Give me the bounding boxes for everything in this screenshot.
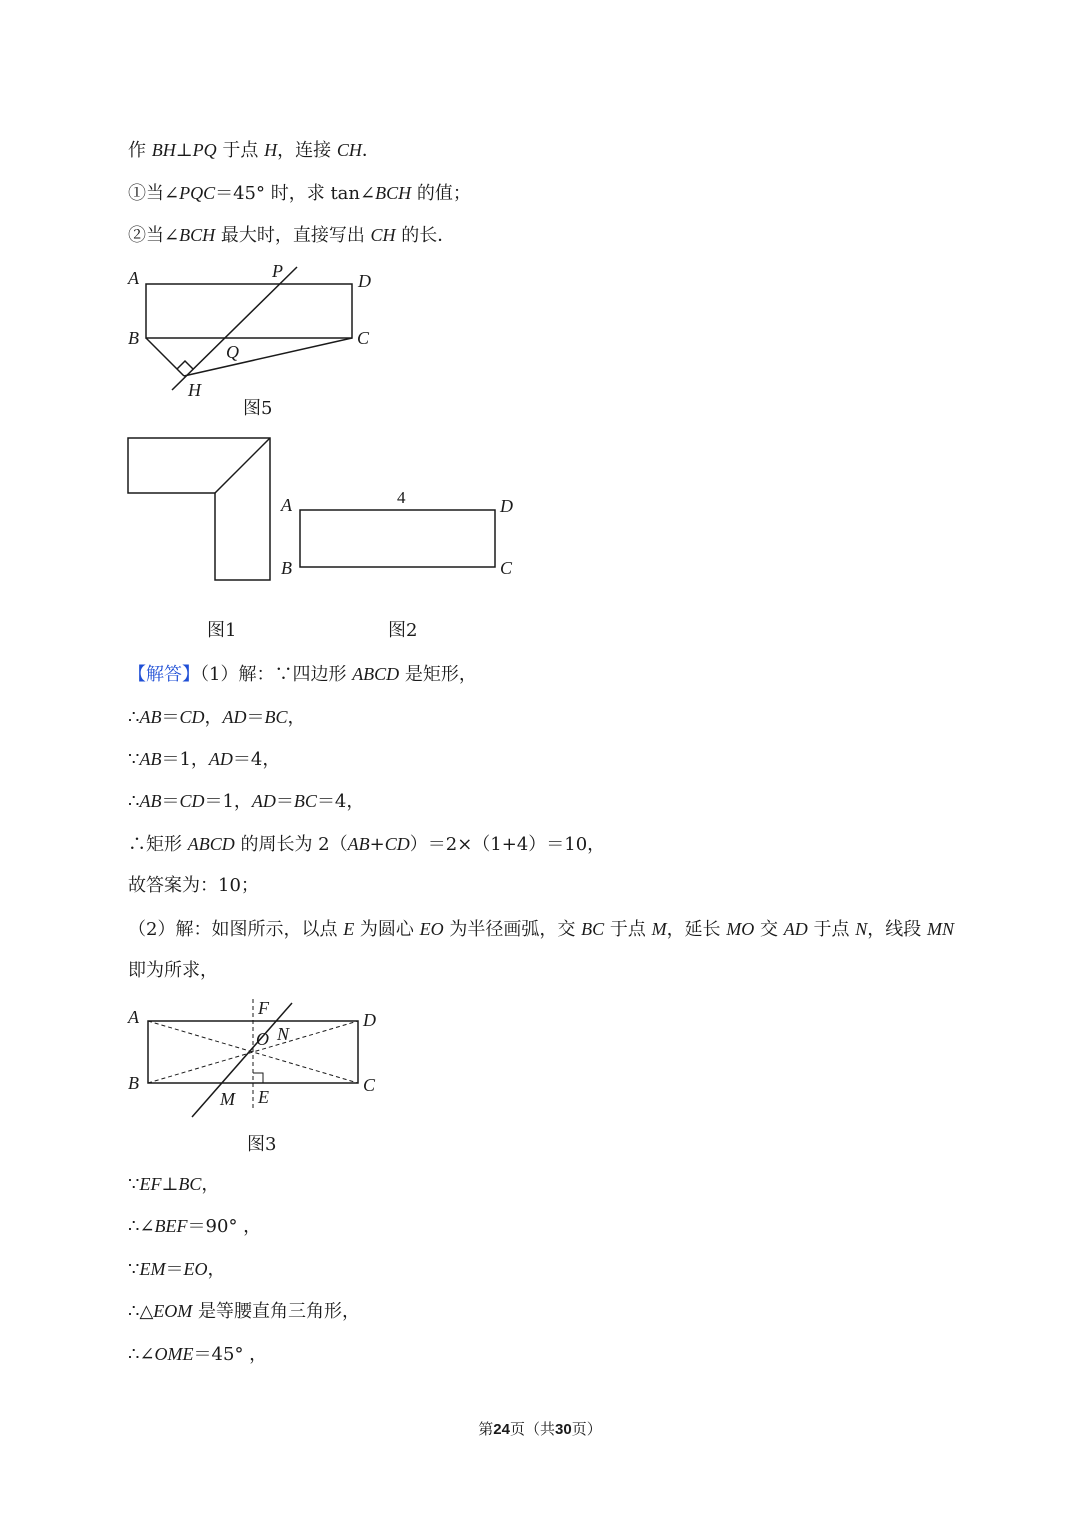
text-segment: 最大时，直接写出 <box>215 225 371 246</box>
fig3-label-b: B <box>128 1073 139 1093</box>
text-segment: ∴△ <box>128 1301 154 1322</box>
text-segment: 交 <box>754 919 784 940</box>
fig2-label-b: B <box>281 558 292 578</box>
figure-3 <box>120 995 390 1120</box>
fig5-label-c: C <box>357 328 370 348</box>
figure-1 <box>120 430 280 590</box>
fig3-label-d: D <box>363 1010 376 1030</box>
text-segment: ②当∠ <box>128 225 180 246</box>
text-segment: ∵ <box>128 749 140 770</box>
text-segment: ①当∠ <box>128 183 180 204</box>
math-variable: EO <box>419 919 444 939</box>
text-line-15 <box>128 1299 360 1324</box>
text-segment: （2）解：如图所示，以点 <box>128 919 344 940</box>
text-segment: ＝4， <box>316 791 365 812</box>
text-line-10 <box>128 917 954 942</box>
text-segment: ， <box>207 1259 226 1280</box>
fig3-label-e: E <box>258 1087 269 1107</box>
text-line-4 <box>128 662 477 687</box>
figure-3-caption: 图3 <box>247 1134 277 1155</box>
math-variable: EF <box>139 1174 162 1194</box>
answer-tag: 【解答】 <box>128 664 200 685</box>
text-line-5 <box>128 705 305 730</box>
math-variable: ABCD <box>187 834 235 854</box>
math-variable: MN <box>926 919 954 939</box>
fig2-label-c: C <box>500 558 513 578</box>
math-variable: N <box>855 919 868 939</box>
text-segment: ＝1， <box>161 749 209 770</box>
text-segment: 的周长为 2（ <box>234 834 348 855</box>
fig5-label-h: H <box>188 380 201 400</box>
text-segment: ＝45° 时，求 tan∠ <box>215 183 376 204</box>
fig5-label-a: A <box>128 268 139 288</box>
text-line-7 <box>128 789 364 814</box>
math-variable: OME <box>154 1344 194 1364</box>
text-segment: ⊥ <box>161 1174 179 1195</box>
math-variable: AB <box>347 834 370 854</box>
text-segment: + <box>369 834 385 855</box>
math-variable: CD <box>384 834 410 854</box>
text-segment: 为圆心 <box>354 919 420 940</box>
text-line-6 <box>128 747 280 772</box>
math-variable: BCH <box>179 225 216 245</box>
text-segment: ⊥ <box>175 140 193 161</box>
text-segment: 即为所求， <box>128 960 218 981</box>
footer-prefix: 第 <box>478 1420 494 1438</box>
text-segment: （1）解：∵四边形 <box>200 664 353 685</box>
math-variable: ABCD <box>352 664 400 684</box>
figure-5-caption: 图5 <box>243 398 273 419</box>
fig2-label-a: A <box>281 495 292 515</box>
footer-middle: 页（共 <box>509 1420 555 1438</box>
figure-2-caption: 图2 <box>388 620 418 641</box>
math-variable: BH <box>151 140 176 160</box>
text-segment: ，连接 <box>277 140 337 161</box>
math-variable: M <box>651 919 667 939</box>
footer-total-pages: 30 <box>555 1421 572 1438</box>
text-segment: ∴ <box>128 707 140 728</box>
text-segment: ， <box>201 1174 220 1195</box>
math-variable: AB <box>139 749 162 769</box>
fig3-label-n: N <box>277 1024 290 1044</box>
math-variable: AB <box>139 791 162 811</box>
figure-1-caption: 图1 <box>207 620 237 641</box>
text-segment: 是等腰直角三角形， <box>192 1301 361 1322</box>
text-line-16 <box>128 1342 267 1367</box>
math-variable: EO <box>183 1259 208 1279</box>
math-variable: MO <box>726 919 755 939</box>
fig5-label-p: P <box>272 261 283 281</box>
fig5-label-q: Q <box>226 342 239 362</box>
text-segment: ＝45° ， <box>193 1344 268 1365</box>
math-variable: EOM <box>153 1301 193 1321</box>
fig2-label-d: D <box>500 496 513 516</box>
text-segment: ＝ <box>275 791 294 812</box>
text-segment: ∵ <box>128 1174 140 1195</box>
text-segment: 于点 <box>604 919 652 940</box>
text-segment: ＝ <box>165 1259 184 1280</box>
math-variable: CH <box>336 140 362 160</box>
text-segment: ＝ <box>161 707 180 728</box>
text-segment: ＝ <box>246 707 265 728</box>
text-segment: ∴∠ <box>128 1344 155 1365</box>
text-segment: ）＝2×（1+4）＝10， <box>409 834 606 855</box>
text-segment: ＝90° ， <box>187 1216 262 1237</box>
text-line-8 <box>128 832 605 857</box>
math-variable: AB <box>139 707 162 727</box>
math-variable: AD <box>783 919 808 939</box>
math-variable: BC <box>264 707 288 727</box>
text-segment: ∴矩形 <box>128 834 188 855</box>
text-segment: 为半径画弧，交 <box>443 919 582 940</box>
math-variable: BEF <box>154 1216 188 1236</box>
math-variable: AD <box>251 791 276 811</box>
math-variable: H <box>264 140 278 160</box>
math-variable: CH <box>370 225 396 245</box>
fig3-label-f: F <box>258 998 269 1018</box>
text-segment: ∴∠ <box>128 1216 155 1237</box>
footer-suffix: 页） <box>571 1420 602 1438</box>
text-segment: 的长． <box>395 225 456 246</box>
text-line-11 <box>128 959 218 983</box>
text-segment: 于点 <box>216 140 265 161</box>
fig3-label-a: A <box>128 1007 139 1027</box>
fig3-label-m: M <box>220 1089 235 1109</box>
text-segment: ，延长 <box>666 919 727 940</box>
text-line-14 <box>128 1257 225 1282</box>
fig5-label-d: D <box>358 271 371 291</box>
math-variable: BC <box>178 1174 202 1194</box>
text-line-12 <box>128 1172 219 1197</box>
text-segment: ＝ <box>161 791 180 812</box>
math-variable: EM <box>139 1259 166 1279</box>
math-variable: AD <box>208 749 233 769</box>
text-segment: 于点 <box>807 919 856 940</box>
text-segment: 的值； <box>411 183 471 204</box>
math-variable: BCH <box>375 183 412 203</box>
math-variable: PQC <box>179 183 216 203</box>
fig3-label-c: C <box>363 1075 376 1095</box>
math-variable: PQ <box>192 140 217 160</box>
text-line-1 <box>128 138 380 163</box>
page-footer <box>0 1418 1080 1439</box>
math-variable: BC <box>581 919 605 939</box>
footer-page-number: 24 <box>493 1421 510 1438</box>
text-line-3 <box>128 223 455 248</box>
text-line-9 <box>128 874 259 898</box>
text-line-13 <box>128 1214 261 1239</box>
math-variable: CD <box>179 791 205 811</box>
text-segment: ∴ <box>128 791 140 812</box>
text-segment: 故答案为：10； <box>128 875 259 896</box>
math-variable: E <box>343 919 355 939</box>
text-segment: ， <box>287 707 306 728</box>
fig5-label-b: B <box>128 328 139 348</box>
text-segment: 是矩形， <box>399 664 477 685</box>
text-segment: ＝4， <box>232 749 281 770</box>
math-variable: BC <box>293 791 317 811</box>
fig2-length-label: 4 <box>397 488 406 507</box>
text-segment: ， <box>204 707 223 728</box>
text-line-2 <box>128 181 471 206</box>
math-variable: AD <box>222 707 247 727</box>
fig3-label-o: O <box>256 1029 269 1049</box>
text-segment: ，线段 <box>867 919 927 940</box>
figure-2 <box>275 485 525 585</box>
text-segment: ∵ <box>128 1259 140 1280</box>
math-variable: CD <box>179 707 205 727</box>
text-segment: ＝1， <box>204 791 252 812</box>
text-segment: ． <box>361 140 380 161</box>
text-segment: 作 <box>128 140 152 161</box>
